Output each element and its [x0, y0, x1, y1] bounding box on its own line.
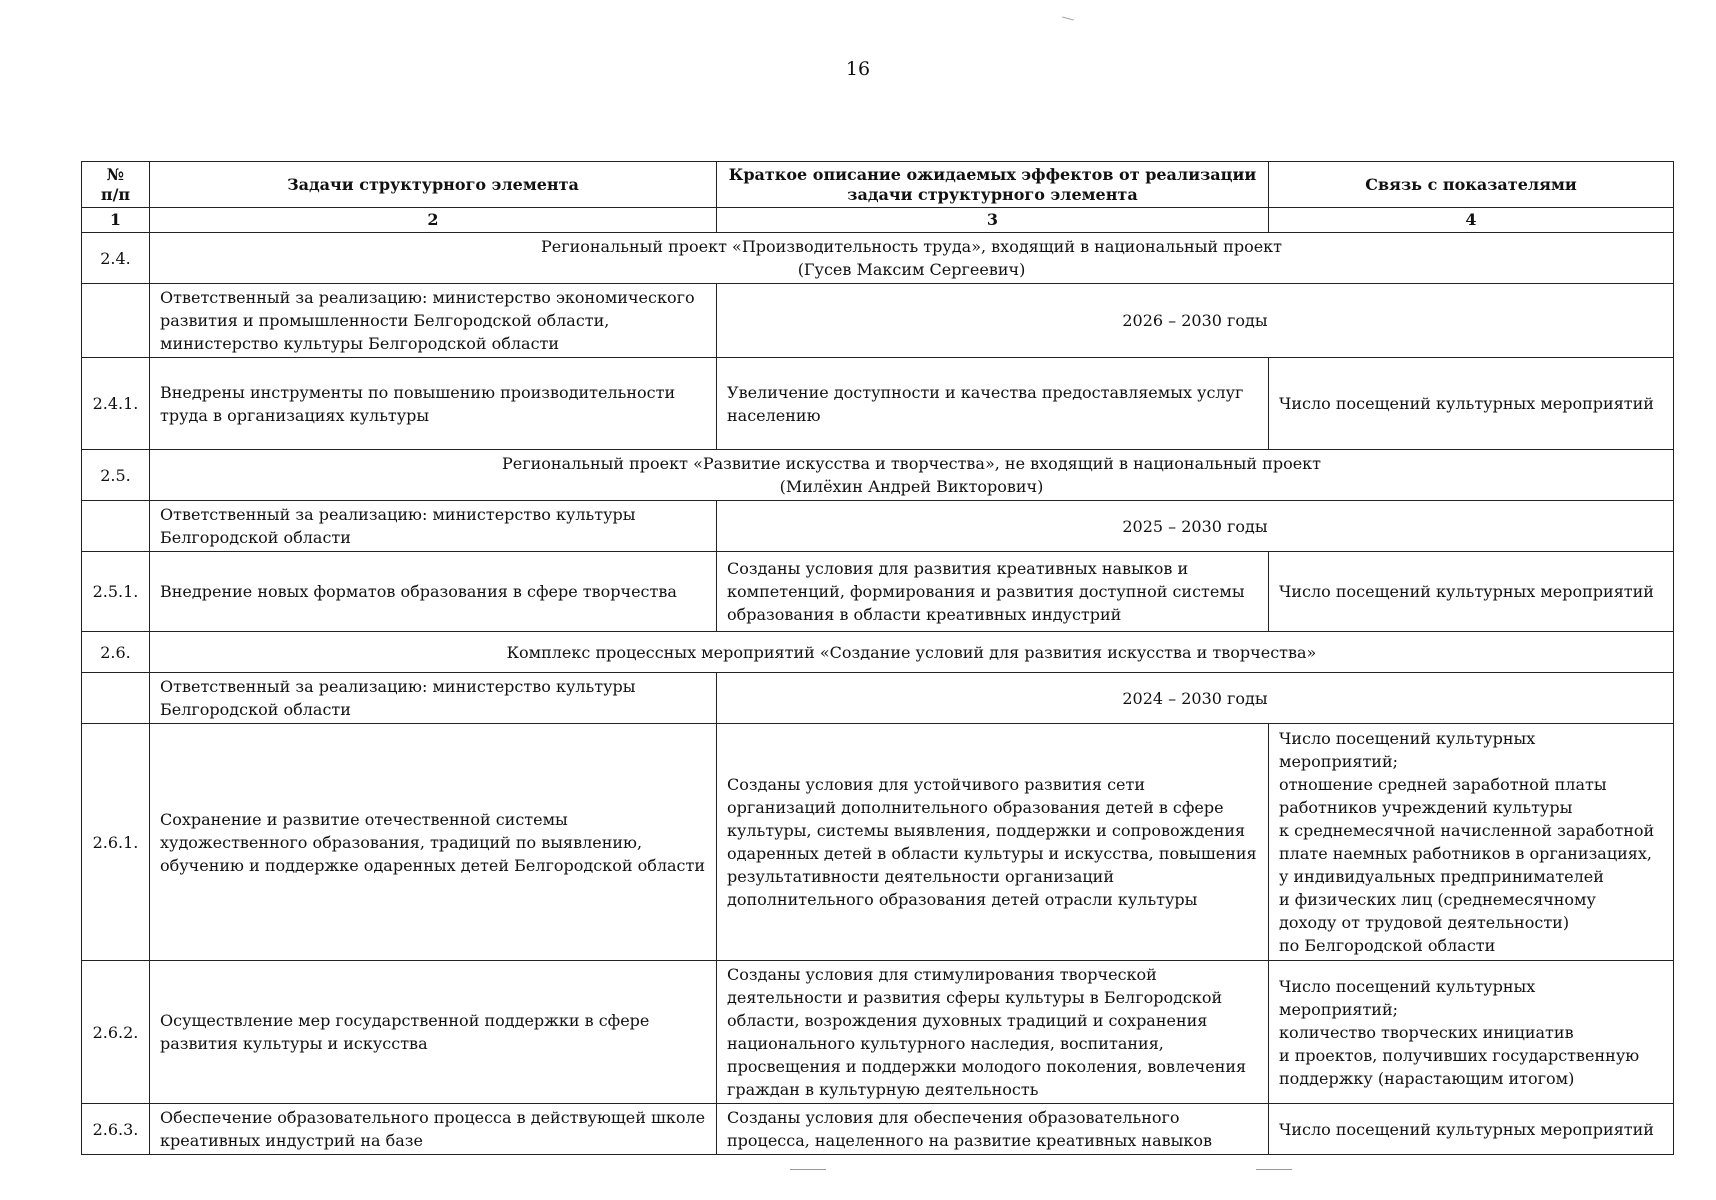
header-index: № п/п: [82, 162, 150, 208]
period-text: 2024 – 2030 годы: [717, 673, 1674, 724]
column-number: 3: [717, 208, 1269, 233]
indicators-text: Число посещений культурных мероприятий: [1269, 552, 1674, 632]
section-title: Региональный проект «Производительность труда», входящий в национальный проект (Гусев Максим Сергеевич): [150, 233, 1674, 284]
task-text: Осуществление мер государственной поддержки в сфере развития культуры и искусства: [150, 961, 717, 1104]
responsible-row: [82, 673, 1674, 724]
page-number: 16: [845, 58, 871, 80]
scan-artifact: [1256, 1169, 1292, 1170]
task-index: 2.5.1.: [82, 552, 150, 632]
indicators-text: Число посещений культурных мероприятий: [1269, 1104, 1674, 1155]
column-number-row: [82, 208, 1674, 233]
empty-cell: [82, 501, 150, 552]
column-number: 1: [82, 208, 150, 233]
scan-artifact: [1062, 16, 1074, 20]
task-index: 2.6.1.: [82, 724, 150, 961]
task-row: [82, 961, 1674, 1104]
section-index: 2.5.: [82, 450, 150, 501]
task-index: 2.6.3.: [82, 1104, 150, 1155]
responsible-text: Ответственный за реализацию: министерство культуры Белгородской области: [150, 501, 717, 552]
task-text: Сохранение и развитие отечественной системы художественного образования, традиций по выявлению, обучению и поддержке одаренных детей Белгородской области: [150, 724, 717, 961]
responsible-row: [82, 501, 1674, 552]
header-indicators: Связь с показателями: [1269, 162, 1674, 208]
section-row: [82, 632, 1674, 673]
task-row: [82, 552, 1674, 632]
indicators-text: Число посещений культурных мероприятий; количество творческих инициатив и проектов, получивших государственную поддержку (нарастающим итогом): [1269, 961, 1674, 1104]
section-title: Комплекс процессных мероприятий «Создание условий для развития искусства и творчества»: [150, 632, 1674, 673]
task-row: [82, 1104, 1674, 1155]
section-row: [82, 233, 1674, 284]
period-text: 2025 – 2030 годы: [717, 501, 1674, 552]
period-text: 2026 – 2030 годы: [717, 284, 1674, 358]
indicators-text: Число посещений культурных мероприятий: [1269, 358, 1674, 450]
effect-text: Созданы условия для обеспечения образовательного процесса, нацеленного на развитие креативных навыков: [717, 1104, 1269, 1155]
task-index: 2.6.2.: [82, 961, 150, 1104]
empty-cell: [82, 284, 150, 358]
table-header-row: [82, 162, 1674, 208]
column-number: 2: [150, 208, 717, 233]
task-text: Внедрение новых форматов образования в сфере творчества: [150, 552, 717, 632]
program-table: [81, 161, 1674, 1155]
responsible-text: Ответственный за реализацию: министерство культуры Белгородской области: [150, 673, 717, 724]
responsible-text: Ответственный за реализацию: министерство экономического развития и промышленности Белгородской области, министерство культуры Белгородской области: [150, 284, 717, 358]
task-text: Внедрены инструменты по повышению производительности труда в организациях культуры: [150, 358, 717, 450]
task-row: [82, 358, 1674, 450]
section-row: [82, 450, 1674, 501]
effect-text: Созданы условия для развития креативных навыков и компетенций, формирования и развития доступной системы образования в области креативных индустрий: [717, 552, 1269, 632]
task-text: Обеспечение образовательного процесса в действующей школе креативных индустрий на базе: [150, 1104, 717, 1155]
section-title: Региональный проект «Развитие искусства и творчества», не входящий в национальный проект (Милёхин Андрей Викторович): [150, 450, 1674, 501]
empty-cell: [82, 673, 150, 724]
task-row: [82, 724, 1674, 961]
section-index: 2.4.: [82, 233, 150, 284]
indicators-text: Число посещений культурных мероприятий; отношение средней заработной платы работников учреждений культуры к среднемесячной начисленной заработной плате наемных работников в организациях, у индивидуальных предпринимателей и физических лиц (среднемесячному доходу от трудовой деятельности) по Белгородской области: [1269, 724, 1674, 961]
effect-text: Созданы условия для устойчивого развития сети организаций дополнительного образования детей в сфере культуры, системы выявления, поддержки и сопровождения одаренных детей в области культуры и искусства, повышения результативности деятельности организаций дополнительного образования детей отрасли культуры: [717, 724, 1269, 961]
scan-artifact: [790, 1169, 826, 1170]
header-task: Задачи структурного элемента: [150, 162, 717, 208]
header-effect: Краткое описание ожидаемых эффектов от реализации задачи структурного элемента: [717, 162, 1269, 208]
section-index: 2.6.: [82, 632, 150, 673]
column-number: 4: [1269, 208, 1674, 233]
responsible-row: [82, 284, 1674, 358]
effect-text: Созданы условия для стимулирования творческой деятельности и развития сферы культуры в Белгородской области, возрождения духовных традиций и сохранения национального культурного наследия, воспитания, просвещения и поддержки молодого поколения, вовлечения граждан в культурную деятельность: [717, 961, 1269, 1104]
task-index: 2.4.1.: [82, 358, 150, 450]
effect-text: Увеличение доступности и качества предоставляемых услуг населению: [717, 358, 1269, 450]
